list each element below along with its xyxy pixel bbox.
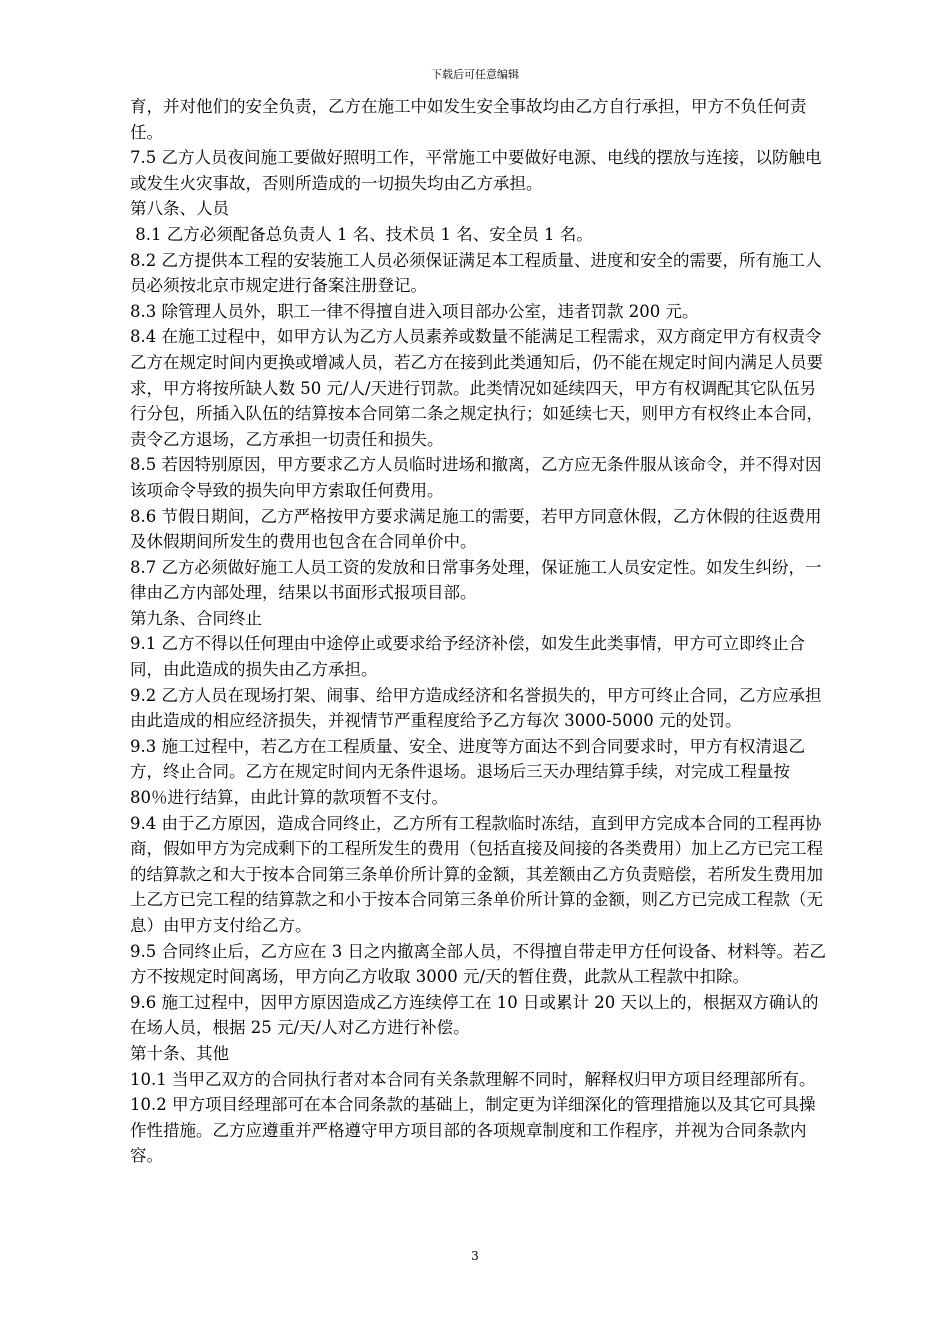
clause-7-5: 7.5 乙方人员夜间施工要做好照明工作，平常施工中要做好电源、电线的摆放与连接，以防触电或发生火灾事故，否则所造成的一切损失均由乙方承担。 <box>130 148 822 193</box>
clause-9-4: 9.4 由于乙方原因，造成合同终止，乙方所有工程款临时冻结，直到甲方完成本合同的工程再协商，假如甲方为完成剩下的工程所发生的费用（包括直接及间接的各类费用）加上乙方已完工程的结算款之和大于按本合同第三条单价所计算的金额，其差额由乙方负责赔偿，若所发生费用加上乙方已完工程的结算款之和小于按本合同第三条单价所计算的金额，则乙方已完成工程款（无息）由甲方支付给乙方。 <box>130 813 823 935</box>
section-heading-article-10: 第十条、其他 <box>130 1043 229 1063</box>
clause-8-6: 8.6 节假日期间，乙方严格按甲方要求满足施工的需要，若甲方同意休假，乙方休假的往返费用及休假期间所发生的费用也包含在合同单价中。 <box>130 506 822 552</box>
clause-9-2: 9.2 乙方人员在现场打架、闹事、给甲方造成经济和名誉损失的，甲方可终止合同，乙方应承担由此造成的相应经济损失，并视情节严重程度给予乙方每次 3000-5000 元的处罚。 <box>130 685 822 731</box>
clause-9-1: 9.1 乙方不得以任何理由中途停止或要求给予经济补偿，如发生此类事情，甲方可立即终止合同，由此造成的损失由乙方承担。 <box>130 634 805 680</box>
section-heading-article-9: 第九条、合同终止 <box>130 608 262 628</box>
clause-10-2: 10.2 甲方项目经理部可在本合同条款的基础上，制定更为详细深化的管理措施以及其它可具操作性措施。乙方应遵重并严格遵守甲方项目部的各项规章制度和工作程序，并视为合同条款内容。 <box>130 1095 816 1166</box>
page-number: 3 <box>471 1249 479 1263</box>
clause-8-2: 8.2 乙方提供本工程的安装施工人员必须保证满足本工程质量、进度和安全的需要，所有施工人员必须按北京市规定进行备案注册登记。 <box>130 250 822 296</box>
clause-8-7: 8.7 乙方必须做好施工人员工资的发放和日常事务处理，保证施工人员安定性。如发生纠纷，一律由乙方内部处理，结果以书面形式报项目部。 <box>130 557 822 603</box>
clause-10-1: 10.1 当甲乙双方的合同执行者对本合同有关条款理解不同时，解释权归甲方项目经理部所有。 <box>130 1069 816 1089</box>
clause-8-5: 8.5 若因特别原因，甲方要求乙方人员临时进场和撤离，乙方应无条件服从该命令，并不得对因该项命令导致的损失向甲方索取任何费用。 <box>130 455 822 500</box>
clause-9-6: 9.6 施工过程中，因甲方原因造成乙方连续停工在 10 日或累计 20 天以上的，根据双方确认的在场人员，根据 25 元/天/人对乙方进行补偿。 <box>130 992 819 1038</box>
paragraph-continuation: 育，并对他们的安全负责，乙方在施工中如发生安全事故均由乙方自行承担，甲方不负任何责任。 <box>130 97 807 142</box>
document-body <box>130 94 830 1169</box>
clause-8-4: 8.4 在施工过程中，如甲方认为乙方人员素养或数量不能满足工程需求，双方商定甲方有权责令乙方在规定时间内更换或增减人员，若乙方在接到此类通知后，仍不能在规定时间内满足人员要求，甲方将按所缺人数 50 元/人/天进行罚款。此类情况如延续四天，甲方有权调配其它队伍另行分包，所插入队伍的结算按本合同第二条之规定执行；如延续七天，则甲方有权终止本合同，责令乙方退场，乙方承担一切责任和损失。 <box>130 327 823 449</box>
clause-8-1: 8.1 乙方必须配备总负责人 1 名、技术员 1 名、安全员 1 名。 <box>130 224 593 244</box>
clause-9-3: 9.3 施工过程中，若乙方在工程质量、安全、进度等方面达不到合同要求时，甲方有权清退乙方，终止合同。乙方在规定时间内无条件退场。退场后三天办理结算手续，对完成工程量按 80％进行结算，由此计算的款项暂不支付。 <box>130 736 805 808</box>
page-header: 下载后可任意编辑 <box>431 68 519 81</box>
section-heading-article-8: 第八条、人员 <box>130 199 229 219</box>
clause-8-3: 8.3 除管理人员外，职工一律不得擅自进入项目部办公室，违者罚款 200 元。 <box>130 301 699 321</box>
clause-9-5: 9.5 合同终止后，乙方应在 3 日之内撤离全部人员，不得擅自带走甲方任何设备、材料等。若乙方不按规定时间离场，甲方向乙方收取 3000 元/天的暂住费，此款从工程款中扣除。 <box>130 941 826 987</box>
